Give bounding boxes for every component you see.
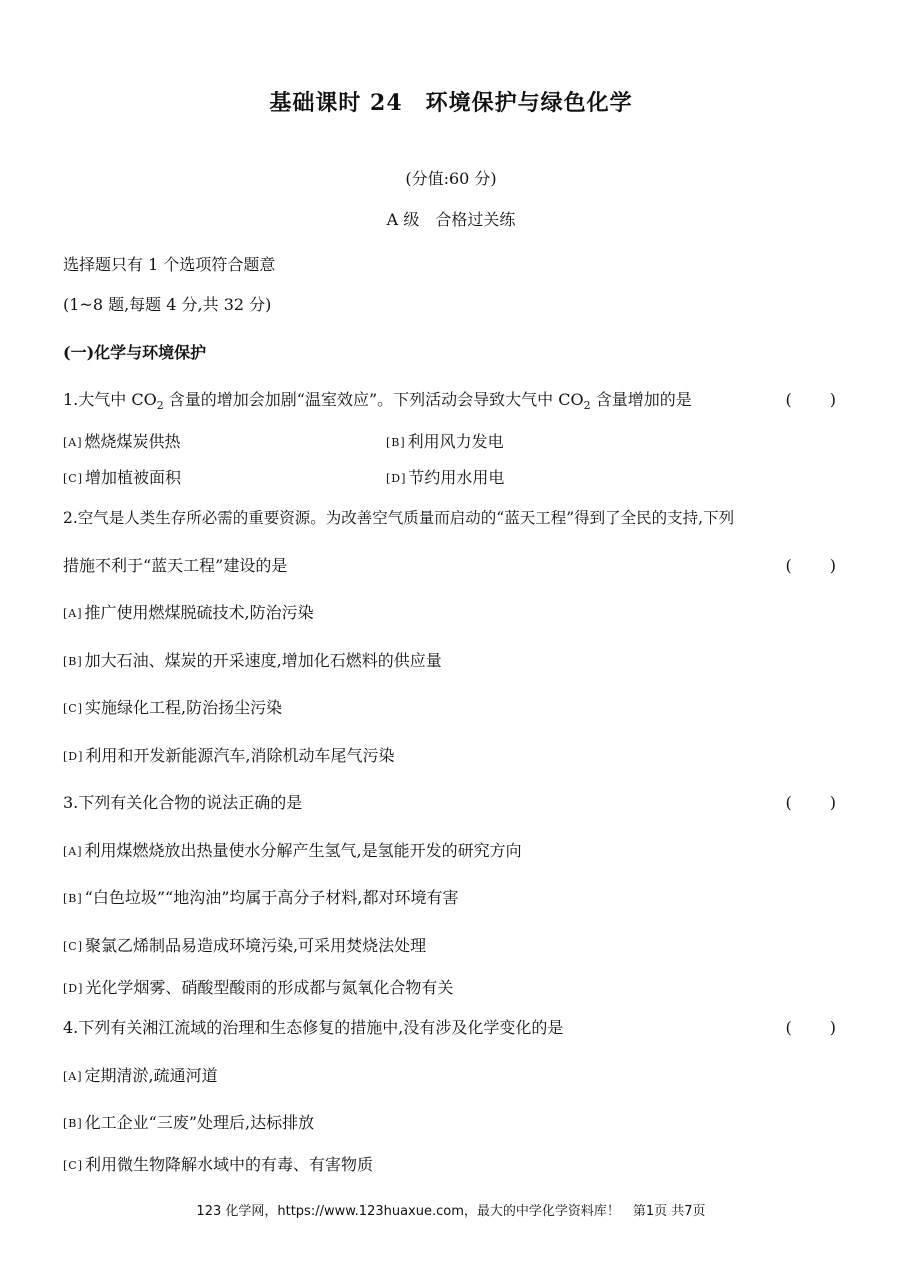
question-3-option-d: [D] 光化学烟雾、硝酸型酸雨的形成都与氮氧化合物有关 (63, 978, 454, 997)
question-2-option-c: [C] 实施绿化工程,防治扬尘污染 (63, 698, 283, 717)
level-heading: A 级 合格过关练 (386, 210, 516, 229)
question-2-option-d: [D] 利用和开发新能源汽车,消除机动车尾气污染 (63, 746, 395, 765)
answer-blank-3: ( ) (785, 793, 838, 812)
section-heading: (一)化学与环境保护 (63, 343, 207, 362)
question-4-option-c: [C] 利用微生物降解水域中的有毒、有害物质 (63, 1155, 374, 1174)
score-note: (分值:60 分) (405, 169, 497, 188)
page-footer: 123 化学网，https://www.123huaxue.com，最大的中学化学资料库！ 第1页 共7页 (196, 1204, 706, 1219)
answer-blank-4: ( ) (785, 1018, 838, 1037)
question-4-stem: 4.下列有关湘江流域的治理和生态修复的措施中,没有涉及化学变化的是 (63, 1018, 564, 1037)
question-3-option-a: [A] 利用煤燃烧放出热量使水分解产生氢气,是氢能开发的研究方向 (63, 841, 522, 860)
question-2-option-a: [A] 推广使用燃煤脱硫技术,防治污染 (63, 603, 314, 622)
page-title: 基础课时 24 环境保护与绿色化学 (269, 90, 633, 116)
instruction: 选择题只有 1 个选项符合题意 (63, 255, 276, 274)
question-1-stem: 1.大气中 $CO_2$ 含量的增加会加剧“温室效应”。下列活动会导致大气中 $CO_2$ 含量增加的是 (63, 390, 692, 413)
question-4-option-a: [A] 定期清淤,疏通河道 (63, 1066, 218, 1085)
score-range: (1~8 题,每题 4 分,共 32 分) (63, 295, 272, 314)
question-3-option-c: [C] 聚氯乙烯制品易造成环境污染,可采用焚烧法处理 (63, 936, 427, 955)
answer-blank-1: ( ) (785, 390, 838, 409)
question-1-option-d: [D] 节约用水用电 (386, 468, 505, 487)
question-3-stem: 3.下列有关化合物的说法正确的是 (63, 793, 303, 812)
question-4-option-b: [B] 化工企业“三废”处理后,达标排放 (63, 1113, 315, 1132)
question-3-option-b: [B] “白色垃圾”“地沟油”均属于高分子材料,都对环境有害 (63, 888, 459, 907)
question-1-option-b: [B] 利用风力发电 (386, 432, 504, 451)
answer-blank-2: ( ) (785, 556, 838, 575)
question-2-option-b: [B] 加大石油、煤炭的开采速度,增加化石燃料的供应量 (63, 651, 442, 670)
question-1-option-c: [C] 增加植被面积 (63, 468, 182, 487)
question-2-stem-line1: 2.空气是人类生存所必需的重要资源。为改善空气质量而启动的“蓝天工程”得到了全民的支持,下列 (63, 509, 735, 527)
question-1-option-a: [A] 燃烧煤炭供热 (63, 432, 181, 451)
question-2-stem-line2: 措施不利于“蓝天工程”建设的是 (63, 556, 288, 575)
